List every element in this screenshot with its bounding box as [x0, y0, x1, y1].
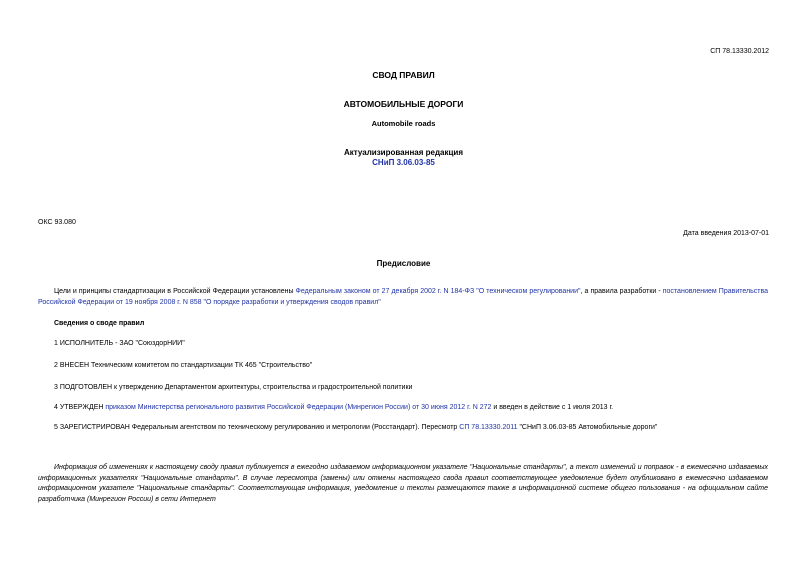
preface-title: Предисловие	[376, 259, 431, 268]
ministry-order-link[interactable]: приказом Министерства регионального развития Российской Федерации (Минрегион России) от 30 июня 2012 г. N 272	[105, 404, 492, 411]
item-prepared: 3 ПОДГОТОВЛЕН к утверждению Департаментом архитектуры, строительства и градостроительной политики	[54, 384, 413, 391]
item-registered	[54, 424, 657, 431]
item-registered-tail: "СНиП 3.06.03-85 Автомобильные дороги"	[517, 424, 658, 431]
document-code: СП 78.13330.2012	[710, 48, 769, 55]
preface-text-1: Цели и принципы стандартизации в Российской Федерации установлены	[54, 288, 296, 295]
item-executor: 1 ИСПОЛНИТЕЛЬ - ЗАО "СоюздорНИИ"	[54, 340, 185, 347]
sp-2011-link[interactable]: СП 78.13330.2011	[459, 424, 518, 431]
title-type: СВОД ПРАВИЛ	[372, 70, 435, 80]
changes-notice: Информация об изменениях к настоящему своду правил публикуется в ежегодно издаваемом информационном указателе "Национальные стандарты", а текст изменений и поправок - в ежемесячно издаваемых информационных указателях "Национальные стандарты". В случае пересмотра (замены) или отмены настоящего свода правил соответствующее уведомление будет опубликовано в ежемесячно издаваемом информационном указателе "Национальные стандарты". Соответствующая информация, уведомление и тексты размещаются также в информационной системе общего пользования - на официальном сайте разработчика (Минрегион России) в сети Интернет	[38, 464, 768, 503]
item-submitted: 2 ВНЕСЕН Техническим комитетом по стандартизации ТК 465 "Строительство"	[54, 362, 313, 369]
title-russian: АВТОМОБИЛЬНЫЕ ДОРОГИ	[343, 99, 464, 109]
item-approved	[54, 404, 613, 411]
snip-reference-link[interactable]: СНиП 3.06.03-85	[372, 158, 435, 167]
government-decree-link[interactable]: постановлением Правительства Российской Федерации от 19 ноября 2008 г. N 858 "О порядке разработки и утверждения сводов правил"	[38, 288, 768, 306]
item-approved-text: 4 УТВЕРЖДЕН	[54, 404, 106, 411]
edition-label: Актуализированная редакция	[344, 148, 463, 157]
title-english: Automobile roads	[371, 119, 436, 128]
intro-date: Дата введения 2013-07-01	[683, 230, 769, 237]
preface-text-2: , а правила разработки -	[580, 288, 663, 295]
federal-law-link[interactable]: Федеральным законом от 27 декабря 2002 г. N 184-ФЗ "О техническом регулировании"	[295, 288, 581, 295]
item-registered-text: 5 ЗАРЕГИСТРИРОВАН Федеральным агентством по техническому регулированию и метрологии (Росстандарт). Пересмотр	[54, 424, 460, 431]
oks-code: ОКС 93.080	[38, 219, 76, 226]
preface-paragraph	[38, 287, 768, 308]
item-approved-tail: и введен в действие с 1 июля 2013 г.	[491, 404, 614, 411]
info-heading: Сведения о своде правил	[54, 320, 145, 327]
